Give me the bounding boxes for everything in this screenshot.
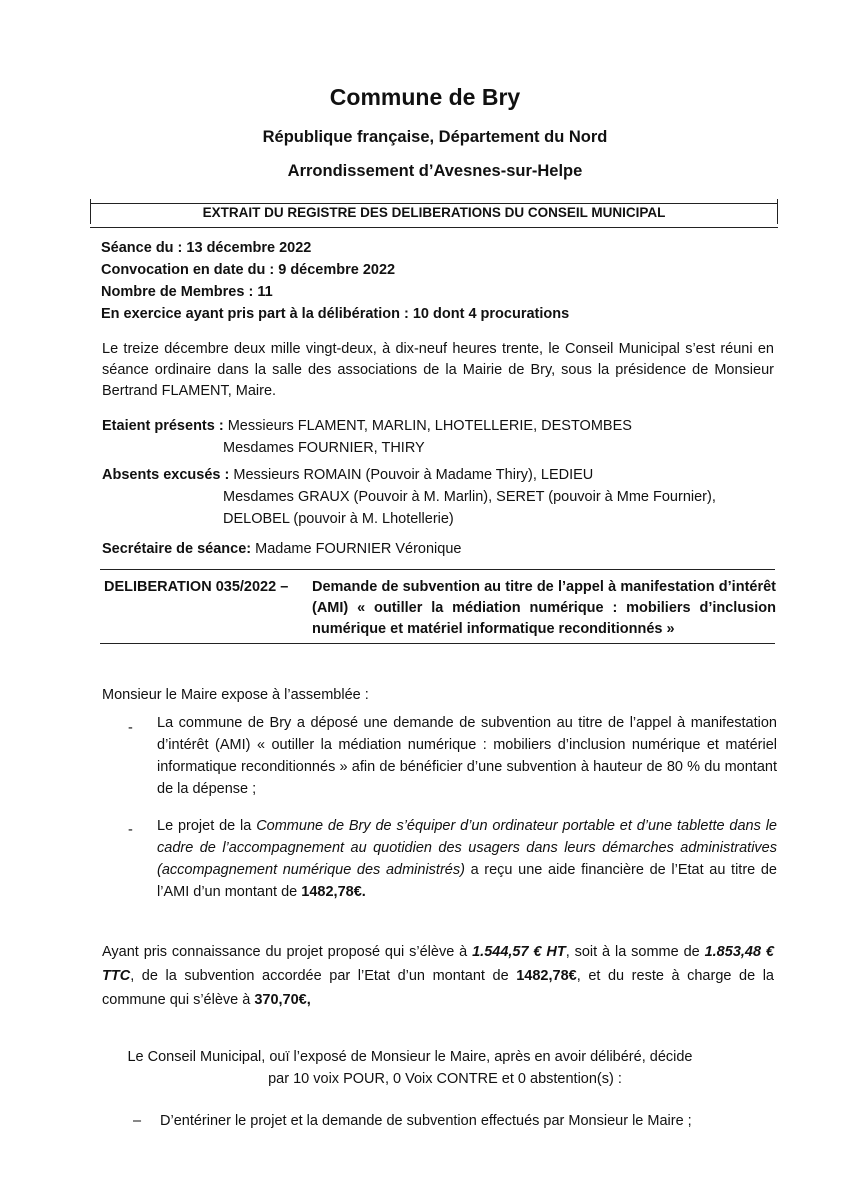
deliberation-heading xyxy=(104,577,776,640)
item2-project: Commune de Bry de s’équiper d’un ordinateur portable et d’une tablette dans le cadre de l’accompagnement au quotidien des usagers dans leurs démarches administratives (accompagnement numérique des administrés) xyxy=(157,818,777,878)
ayant-paragraph xyxy=(102,940,774,1012)
expose-line: Monsieur le Maire expose à l’assemblée : xyxy=(102,687,369,703)
registre-heading: EXTRAIT DU REGISTRE DES DELIBERATIONS DU CONSEIL MUNICIPAL xyxy=(202,205,666,220)
absents-mesdames: Mesdames GRAUX (Pouvoir à M. Marlin), SERET (pouvoir à Mme Fournier), xyxy=(223,489,716,505)
presents-mesdames: Mesdames FOURNIER, THIRY xyxy=(223,440,425,456)
decision-dash: – xyxy=(133,1113,142,1129)
registre-rule-top xyxy=(90,203,778,204)
secretaire-label: Secrétaire de séance: xyxy=(102,541,252,557)
absents-delobel: DELOBEL (pouvoir à M. Lhotellerie) xyxy=(223,511,454,527)
amount-ht: 1.544,57 € HT xyxy=(472,944,566,960)
expose-item-1: La commune de Bry a déposé une demande de subvention au titre de l’appel à manifestation d’intérêt (AMI) « outiller la médiation numérique : mobiliers d’inclusion numérique et matériel informatique reconditionnés » afin de bénéficier d’une subvention à hauteur de 80 % du montant de la dépense ; xyxy=(157,715,777,797)
presents-messieurs: Messieurs FLAMENT, MARLIN, LHOTELLERIE, DESTOMBES xyxy=(227,418,632,434)
absents-line1 xyxy=(102,464,593,486)
arrondissement-line: Arrondissement d’Avesnes-sur-Helpe xyxy=(287,162,583,180)
ayant-p1: Ayant pris connaissance du projet proposé qui s’élève à xyxy=(102,944,473,960)
deliberation-subject: Demande de subvention au titre de l’appel à manifestation d’intérêt (AMI) « outiller la médiation numérique : mobiliers d’inclusion numérique et matériel informatique reconditionnés » xyxy=(312,579,776,637)
secretaire-name: Madame FOURNIER Véronique xyxy=(255,541,462,557)
seance-date: Séance du : 13 décembre 2022 xyxy=(101,240,312,256)
bullet-dash-1: - xyxy=(128,720,133,736)
registre-rule-bottom xyxy=(90,227,778,228)
conseil-vote: par 10 voix POUR, 0 Voix CONTRE et 0 abstention(s) : xyxy=(268,1071,622,1087)
deliberation-rule-bottom xyxy=(100,643,775,644)
item2-start: Le projet de la xyxy=(157,818,257,834)
ayant-p2: , soit à la somme de xyxy=(565,944,705,960)
expose-item-2 xyxy=(157,815,777,903)
membres-count: Nombre de Membres : 11 xyxy=(101,284,273,300)
absents-label: Absents excusés : xyxy=(102,467,230,483)
presents-label: Etaient présents : xyxy=(102,418,224,434)
secretaire-line xyxy=(102,538,461,560)
presents-line1 xyxy=(102,415,632,437)
commune-title: Commune de Bry xyxy=(329,84,521,110)
exercice-line: En exercice ayant pris part à la délibération : 10 dont 4 procurations xyxy=(101,306,570,322)
item2-amount: 1482,78€. xyxy=(301,884,366,900)
amount-ttc: 1.853,48 € TTC xyxy=(102,944,774,984)
deliberation-rule-top xyxy=(100,569,775,570)
intro-paragraph: Le treize décembre deux mille vingt-deux, à dix-neuf heures trente, le Conseil Municipal s’est réuni en séance ordinaire dans la salle des associations de la Mairie de Bry, sous la présidence de Monsieur Bertrand FLAMENT, Maire. xyxy=(102,341,774,399)
bullet-dash-2: - xyxy=(128,822,133,838)
decision-item-1: D’entériner le projet et la demande de subvention effectués par Monsieur le Maire ; xyxy=(160,1113,692,1129)
amount-reste: 370,70€, xyxy=(254,992,311,1008)
item2-middle: a reçu une aide financière de l’Etat au titre de l’AMI d’un montant de xyxy=(157,862,777,900)
conseil-line1: Le Conseil Municipal, ouï l’exposé de Monsieur le Maire, après en avoir délibéré, décide xyxy=(127,1049,693,1065)
absents-messieurs: Messieurs ROMAIN (Pouvoir à Madame Thiry), LEDIEU xyxy=(233,467,594,483)
convocation-date: Convocation en date du : 9 décembre 2022 xyxy=(101,262,396,278)
deliberation-number: DELIBERATION 035/2022 – xyxy=(104,579,289,595)
republique-line: République française, Département du Nord xyxy=(262,128,608,146)
ayant-p3: , de la subvention accordée par l’Etat d’un montant de xyxy=(130,968,517,984)
amount-subvention: 1482,78€ xyxy=(516,968,577,984)
ayant-p4: , et du reste à charge de la commune qui s’élève à xyxy=(102,968,774,1008)
